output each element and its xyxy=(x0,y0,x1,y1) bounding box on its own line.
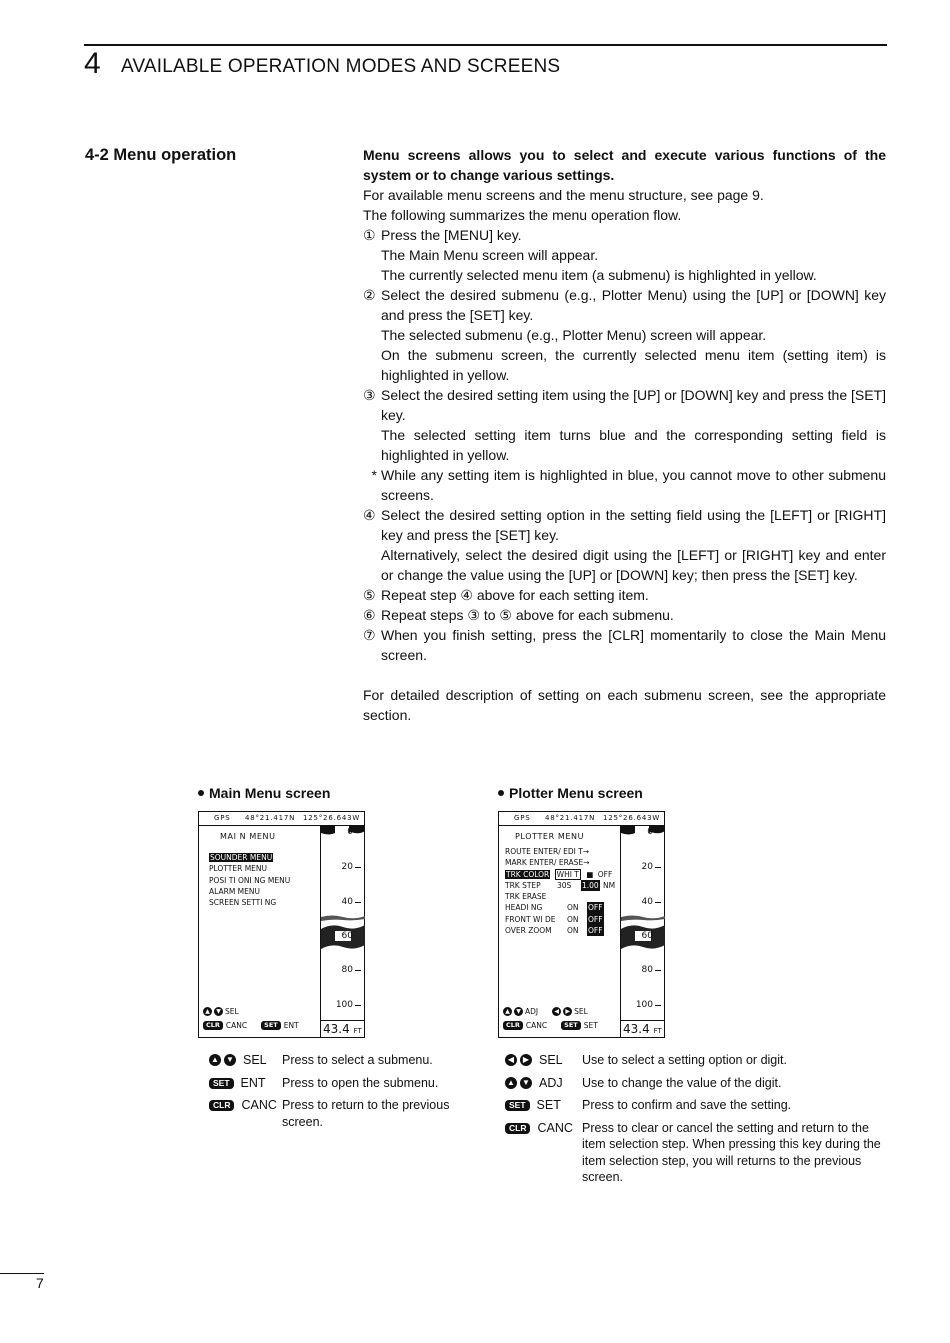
body-text xyxy=(363,145,886,725)
step-text: Select the desired setting option in the setting field using the [LEFT] or [RIGHT] key and press the [SET] key. xyxy=(381,507,886,543)
depth-readout: 43.4 FT xyxy=(620,1020,664,1037)
lead-paragraph: Menu screens allows you to select and execute various functions of the system or to change various settings. xyxy=(363,147,886,183)
down-arrow-icon: ▼ xyxy=(214,1007,223,1016)
step-item xyxy=(363,625,886,665)
menu-item-trk-step[interactable]: TRK STEP 30S 1.00 NM xyxy=(505,880,616,890)
scale-label: 80 xyxy=(641,965,653,975)
front-wide-off-toggle[interactable]: OFF xyxy=(588,914,603,924)
figure-heading-main-menu: Main Menu screen xyxy=(198,785,330,801)
gps-longitude: 125°26.643W xyxy=(303,814,361,822)
menu-item-trk-erase[interactable]: TRK ERASE xyxy=(505,892,547,902)
chapter-title: AVAILABLE OPERATION MODES AND SCREENS xyxy=(121,56,561,77)
step-text: Select the desired submenu (e.g., Plotter Menu) using the [UP] or [DOWN] key and press the [SET] key. xyxy=(381,287,886,323)
step-marker: * xyxy=(371,467,377,483)
legend-row: ◀ ▶ SEL Use to select a setting option or digit. xyxy=(505,1052,885,1069)
bullet-icon xyxy=(498,790,504,796)
gps-bar xyxy=(499,812,664,826)
scale-tick xyxy=(655,867,661,868)
step-marker: ③ xyxy=(363,387,376,403)
step-item xyxy=(363,385,886,425)
menu-item-front-wide[interactable]: FRONT WI DE ON OFF xyxy=(505,914,603,924)
main-menu-list xyxy=(209,852,290,908)
step-text: Select the desired setting item using the [UP] or [DOWN] key and press the [SET] key. xyxy=(381,387,886,423)
menu-item-over-zoom[interactable]: OVER ZOOM ON OFF xyxy=(505,926,603,936)
softkey-row-1: ▲ ▼ ADJ ◀ ▶ SEL xyxy=(503,1007,588,1016)
scale-tick xyxy=(355,867,361,868)
menu-item-heading[interactable]: HEADI NG ON OFF xyxy=(505,903,603,913)
bullet-icon xyxy=(198,790,204,796)
step-text: While any setting item is highlighted in blue, you cannot move to other submenu screens. xyxy=(381,467,886,503)
depth-scale xyxy=(320,825,365,1021)
menu-item-route[interactable]: ROUTE ENTER/ EDI T→ xyxy=(505,847,590,856)
gps-latitude: 48°21.417N xyxy=(245,814,296,822)
menu-item-sounder[interactable]: SOUNDER MENU xyxy=(210,853,273,862)
scale-tick xyxy=(355,1005,361,1006)
up-arrow-icon: ▲ xyxy=(203,1007,212,1016)
step-text: Press the [MENU] key. xyxy=(381,227,522,243)
scale-label: 0 xyxy=(647,827,653,837)
header-rule xyxy=(84,44,887,46)
scale-tick xyxy=(355,970,361,971)
menu-item-mark[interactable]: MARK ENTER/ ERASE→ xyxy=(505,858,590,868)
step-detail: Alternatively, select the desired digit using the [LEFT] or [RIGHT] key and enter or change the value using the [UP] or [DOWN] key; then press the [SET] key. xyxy=(381,547,886,583)
page-number: 7 xyxy=(36,1275,44,1291)
scale-label: 100 xyxy=(635,1000,653,1010)
up-arrow-icon: ▲ xyxy=(503,1007,512,1016)
softkey-row-1: ▲ ▼ SEL xyxy=(203,1007,239,1016)
set-key-icon: SET xyxy=(261,1021,281,1030)
gps-longitude: 125°26.643W xyxy=(603,814,661,822)
left-arrow-icon: ◀ xyxy=(505,1054,517,1066)
legend-row: SET SET Press to confirm and save the setting. xyxy=(505,1097,885,1114)
menu-item-positioning[interactable]: POSI TI ONI NG MENU xyxy=(209,875,291,885)
step-item xyxy=(363,605,886,625)
seabed-echo-top xyxy=(321,825,365,839)
step-item xyxy=(363,465,886,505)
step-list xyxy=(363,225,886,665)
closing-paragraph: For detailed description of setting on each submenu screen, see the appropriate section. xyxy=(363,687,886,723)
clr-key-icon: CLR xyxy=(505,1123,530,1134)
set-key-icon: SET xyxy=(505,1100,530,1111)
step-detail: The selected submenu (e.g., Plotter Menu) screen will appear. xyxy=(381,327,767,343)
figure-heading-plotter-menu: Plotter Menu screen xyxy=(498,785,643,801)
menu-item-alarm[interactable]: ALARM MENU xyxy=(209,886,260,896)
scale-label: 100 xyxy=(335,1000,353,1010)
over-zoom-off-toggle[interactable]: OFF xyxy=(588,926,603,936)
scale-label: 60 xyxy=(341,931,353,941)
depth-readout: 43.4 FT xyxy=(320,1020,364,1037)
plotter-menu-list xyxy=(505,846,616,936)
down-arrow-icon: ▼ xyxy=(514,1007,523,1016)
step-item xyxy=(363,225,886,245)
step-marker: ④ xyxy=(363,507,376,523)
scale-tick xyxy=(355,902,361,903)
set-key-icon: SET xyxy=(561,1021,581,1030)
down-arrow-icon: ▼ xyxy=(224,1054,236,1066)
section-title: 4-2 Menu operation xyxy=(85,146,237,164)
step-text: When you finish setting, press the [CLR] momentarily to close the Main Menu screen. xyxy=(381,627,886,663)
scale-label: 40 xyxy=(641,897,653,907)
menu-item-trk-color[interactable]: TRK COLOR WHI T ■ OFF xyxy=(506,869,613,879)
left-arrow-icon: ◀ xyxy=(552,1007,561,1016)
scale-label: 60 xyxy=(641,931,653,941)
plotter-menu-legend xyxy=(505,1052,885,1192)
legend-row: ▲ ▼ SEL Press to select a submenu. xyxy=(209,1052,474,1069)
legend-row: SET ENT Press to open the submenu. xyxy=(209,1075,474,1092)
step-detail: On the submenu screen, the currently selected menu item (setting item) is highlighted in yellow. xyxy=(381,347,886,383)
legend-row: CLR CANC Press to clear or cancel the setting and return to the item selection step. When pressing this key during the item selection step, you will returns to the previous screen. xyxy=(505,1120,885,1186)
scale-tick xyxy=(655,1005,661,1006)
color-swatch-icon: ■ xyxy=(586,869,594,879)
legend-row: ▲ ▼ ADJ Use to change the value of the digit. xyxy=(505,1075,885,1092)
paragraph: The following summarizes the menu operation flow. xyxy=(363,207,682,223)
step-text: Repeat steps ③ to ⑤ above for each submenu. xyxy=(381,607,674,623)
scale-label: 40 xyxy=(341,897,353,907)
set-key-icon: SET xyxy=(209,1078,234,1089)
seabed-echo-top xyxy=(621,825,665,839)
step-item xyxy=(363,585,886,605)
step-marker: ① xyxy=(363,227,376,243)
step-detail: The currently selected menu item (a submenu) is highlighted in yellow. xyxy=(381,267,817,283)
gps-label: GPS xyxy=(514,814,531,822)
step-detail: The Main Menu screen will appear. xyxy=(381,247,599,263)
step-detail: The selected setting item turns blue and the corresponding setting field is highlighted in yellow. xyxy=(381,427,886,463)
softkey-row-2: CLR CANC SET SET xyxy=(503,1021,598,1030)
right-arrow-icon: ▶ xyxy=(520,1054,532,1066)
legend-row: CLR CANC Press to return to the previous screen. xyxy=(209,1097,474,1130)
main-menu-legend xyxy=(209,1052,474,1136)
up-arrow-icon: ▲ xyxy=(505,1077,517,1089)
gps-label: GPS xyxy=(214,814,231,822)
plotter-menu-screen xyxy=(498,811,665,1038)
clr-key-icon: CLR xyxy=(203,1021,223,1030)
step-text: Repeat step ④ above for each setting item. xyxy=(381,587,649,603)
right-arrow-icon: ▶ xyxy=(563,1007,572,1016)
paragraph: For available menu screens and the menu structure, see page 9. xyxy=(363,187,764,203)
main-menu-screen xyxy=(198,811,365,1038)
down-arrow-icon: ▼ xyxy=(520,1077,532,1089)
scale-label: 0 xyxy=(347,827,353,837)
trk-step-distance[interactable]: 1.00 xyxy=(582,880,599,890)
step-item xyxy=(363,285,886,325)
heading-off-toggle[interactable]: OFF xyxy=(588,903,603,913)
scale-tick xyxy=(655,970,661,971)
scale-label: 20 xyxy=(341,862,353,872)
trk-color-value[interactable]: WHI T xyxy=(556,869,579,879)
menu-item-plotter[interactable]: PLOTTER MENU xyxy=(209,864,268,874)
page-number-rule xyxy=(0,1273,44,1274)
gps-bar xyxy=(199,812,364,826)
step-marker: ⑦ xyxy=(363,627,376,643)
screen-title: PLOTTER MENU xyxy=(515,832,585,841)
screen-title: MAI N MENU xyxy=(220,832,276,841)
clr-key-icon: CLR xyxy=(503,1021,523,1030)
scale-label: 80 xyxy=(341,965,353,975)
gps-latitude: 48°21.417N xyxy=(545,814,596,822)
step-marker: ② xyxy=(363,287,376,303)
scale-tick xyxy=(655,902,661,903)
step-marker: ⑤ xyxy=(363,587,376,603)
softkey-row-2: CLR CANC SET ENT xyxy=(203,1021,299,1030)
menu-item-screen-setting[interactable]: SCREEN SETTI NG xyxy=(209,898,277,908)
scale-label: 20 xyxy=(641,862,653,872)
up-arrow-icon: ▲ xyxy=(209,1054,221,1066)
clr-key-icon: CLR xyxy=(209,1100,234,1111)
step-item xyxy=(363,505,886,545)
chapter-number: 4 xyxy=(84,47,101,80)
step-marker: ⑥ xyxy=(363,607,376,623)
depth-scale xyxy=(620,825,665,1021)
